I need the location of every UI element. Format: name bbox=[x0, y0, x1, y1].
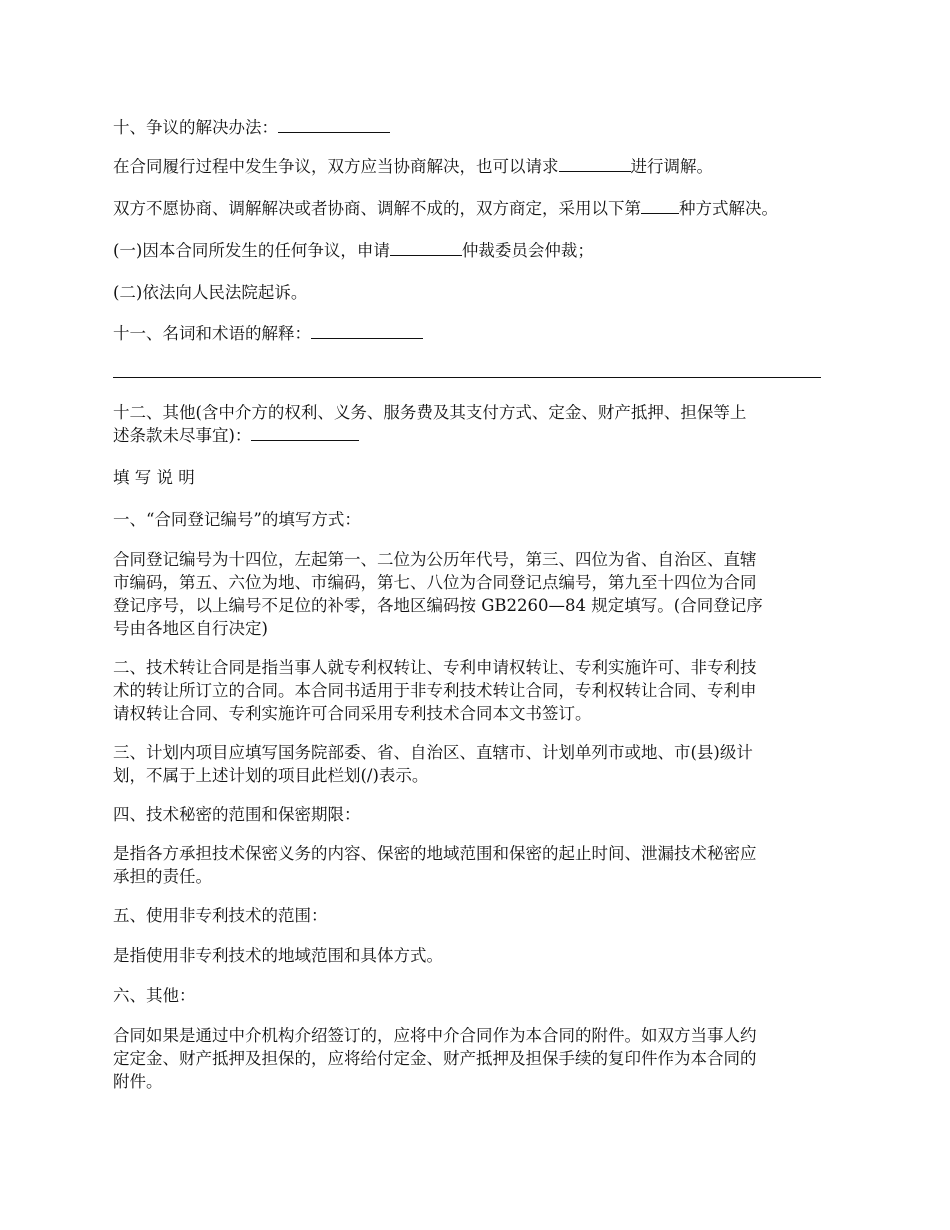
section-10-paragraph-2: 双方不愿协商、调解解决或者协商、调解不成的，双方商定，采用以下第 种方式解决。 bbox=[113, 199, 778, 218]
instruction-4-line-1: 是指各方承担技术保密义务的内容、保密的地域范围和保密的起止时间、泄漏技术秘密应 bbox=[113, 844, 757, 863]
blank-field bbox=[251, 425, 359, 441]
section-12-line-1: 十二、其他(含中介方的权利、义务、服务费及其支付方式、定金、财产抵押、担保等上 bbox=[113, 403, 747, 422]
section-12-line-2: 述条款未尽事宜)： bbox=[113, 425, 843, 446]
section-10-title: 十、争议的解决办法： bbox=[113, 117, 843, 138]
instruction-1-line-3: 登记序号，以上编号不足位的补零，各地区编码按 GB2260—84 规定填写。(合同登记序 bbox=[113, 596, 763, 615]
instruction-4-title: 四、技术秘密的范围和保密期限： bbox=[113, 805, 361, 824]
blank-field bbox=[641, 198, 679, 214]
instruction-1-title: 一、“合同登记编号”的填写方式： bbox=[113, 510, 361, 529]
instruction-2-line-2: 术的转让所订立的合同。本合同书适用于非专利技术转让合同，专利权转让合同、专利申 bbox=[113, 681, 757, 700]
instruction-4-line-2: 承担的责任。 bbox=[113, 867, 212, 886]
instruction-3-line-2: 划，不属于上述计划的项目此栏划(/)表示。 bbox=[113, 766, 429, 785]
instruction-6-line-1: 合同如果是通过中介机构介绍签订的，应将中介合同作为本合同的附件。如双方当事人约 bbox=[113, 1026, 757, 1045]
instruction-6-line-3: 附件。 bbox=[113, 1072, 163, 1091]
instruction-2-line-1: 二、技术转让合同是指当事人就专利权转让、专利申请权转让、专利实施许可、非专利技 bbox=[113, 658, 757, 677]
blank-field bbox=[390, 240, 462, 256]
section-10-option-2: (二)依法向人民法院起诉。 bbox=[113, 283, 308, 302]
blank-line bbox=[113, 377, 821, 378]
blank-field bbox=[311, 323, 423, 339]
blank-field bbox=[559, 156, 631, 172]
instruction-5-line-1: 是指使用非专利技术的地域范围和具体方式。 bbox=[113, 946, 443, 965]
instruction-1-line-4: 号由各地区自行决定) bbox=[113, 619, 268, 638]
instruction-6-line-2: 定定金、财产抵押及担保的，应将给付定金、财产抵押及担保手续的复印件作为本合同的 bbox=[113, 1049, 757, 1068]
section-11-title: 十一、名词和术语的解释： bbox=[113, 323, 843, 344]
section-10-option-1: (一)因本合同所发生的任何争议，申请 仲裁委员会仲裁； bbox=[113, 241, 594, 260]
instruction-3-line-1: 三、计划内项目应填写国务院部委、省、自治区、直辖市、计划单列市或地、市(县)级计 bbox=[113, 743, 753, 762]
blank-field bbox=[278, 117, 390, 133]
instruction-1-line-2: 市编码，第五、六位为地、市编码，第七、八位为合同登记点编号，第九至十四位为合同 bbox=[113, 573, 757, 592]
instruction-6-title: 六、其他： bbox=[113, 986, 196, 1005]
instructions-heading: 填 写 说 明 bbox=[113, 468, 195, 487]
instruction-2-line-3: 请权转让合同、专利实施许可合同采用专利技术合同本文书签订。 bbox=[113, 704, 592, 723]
instruction-5-title: 五、使用非专利技术的范围： bbox=[113, 906, 328, 925]
section-10-paragraph-1: 在合同履行过程中发生争议，双方应当协商解决，也可以请求 进行调解。 bbox=[113, 157, 713, 176]
instruction-1-line-1: 合同登记编号为十四位，左起第一、二位为公历年代号，第三、四位为省、自治区、直辖 bbox=[113, 550, 757, 569]
